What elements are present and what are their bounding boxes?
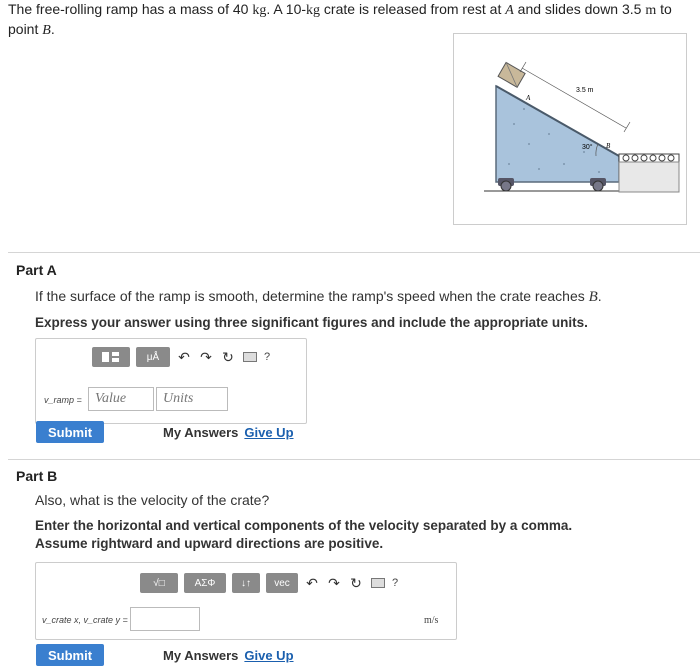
part-b-instruction-2: Assume rightward and upward directions are positive. (35, 536, 384, 551)
part-a-instruction: Express your answer using three significant figures and include the appropriate units. (35, 315, 588, 330)
roller-conveyor (619, 154, 679, 192)
wheel-left (498, 178, 514, 191)
arrows-button[interactable]: ↓↑ (232, 573, 260, 593)
units-button[interactable]: μÅ (136, 347, 170, 367)
distance-label: 3.5 m (576, 87, 594, 94)
part-b-title: Part B (16, 468, 58, 484)
greek-button[interactable]: ΑΣΦ (184, 573, 226, 593)
velocity-input[interactable] (130, 607, 200, 631)
label-a: A (526, 94, 531, 102)
part-b-toolbar (140, 573, 398, 593)
divider (8, 252, 700, 253)
point-b: B (588, 289, 598, 305)
undo-icon[interactable]: ↶ (178, 348, 190, 365)
my-answers-link[interactable]: My Answers (163, 648, 239, 663)
help-icon[interactable]: ? (392, 577, 399, 589)
wheel-right (590, 178, 606, 191)
problem-text: crate is released from rest at (320, 1, 506, 17)
part-a-toolbar (92, 347, 270, 367)
give-up-link[interactable]: Give Up (244, 425, 294, 440)
point-a: A (505, 3, 514, 18)
part-a-title: Part A (16, 262, 57, 278)
problem-text: . A 10- (266, 1, 307, 17)
part-b-answer-box (35, 562, 457, 640)
unit-kg: kg (252, 3, 267, 18)
problem-text: The free-rolling ramp has a mass of 40 (8, 1, 253, 17)
v-ramp-label: v_ramp = (44, 395, 82, 405)
keyboard-icon[interactable] (242, 349, 258, 365)
problem-text: . (50, 21, 55, 37)
part-a-submit-button[interactable]: Submit (36, 421, 104, 443)
keyboard-icon[interactable] (370, 575, 386, 591)
part-a-links (163, 425, 294, 440)
help-icon[interactable]: ? (264, 351, 271, 363)
reset-icon[interactable]: ↻ (222, 348, 234, 365)
divider (8, 459, 700, 460)
label-b: B (606, 142, 611, 150)
templates-icon (101, 350, 121, 364)
ramp-diagram (454, 34, 686, 224)
angle-label: 30° (582, 144, 593, 151)
unit-label: m/s (424, 615, 439, 626)
ramp-body (496, 86, 619, 182)
problem-text: and slides down 3.5 (513, 1, 646, 17)
part-a-answer-box (35, 338, 307, 424)
question-text: If the surface of the ramp is smooth, determine the ramp's speed when the crate reaches (35, 288, 589, 304)
part-b-links (163, 648, 294, 663)
question-text: . (597, 288, 602, 304)
v-crate-label: v_crate x, v_crate y = (42, 615, 128, 625)
ramp-figure (453, 33, 687, 225)
units-input[interactable] (156, 387, 228, 411)
part-a-question (35, 288, 602, 306)
part-b-submit-button[interactable]: Submit (36, 644, 104, 666)
part-b-question: Also, what is the velocity of the crate? (35, 492, 270, 508)
sqrt-button[interactable]: √□ (140, 573, 178, 593)
redo-icon[interactable]: ↷ (328, 574, 340, 591)
undo-icon[interactable]: ↶ (306, 574, 318, 591)
value-input[interactable] (88, 387, 154, 411)
reset-icon[interactable]: ↻ (350, 574, 362, 591)
crate (498, 62, 525, 87)
vec-button[interactable]: vec (266, 573, 298, 593)
templates-button[interactable] (92, 347, 130, 367)
unit-m: m (645, 3, 657, 18)
point-b: B (42, 23, 51, 38)
problem-text: to point (8, 1, 672, 37)
give-up-link[interactable]: Give Up (244, 648, 294, 663)
my-answers-link[interactable]: My Answers (163, 425, 239, 440)
redo-icon[interactable]: ↷ (200, 348, 212, 365)
part-b-instruction-1: Enter the horizontal and vertical components of the velocity separated by a comma. (35, 518, 573, 533)
unit-kg: kg (306, 3, 321, 18)
